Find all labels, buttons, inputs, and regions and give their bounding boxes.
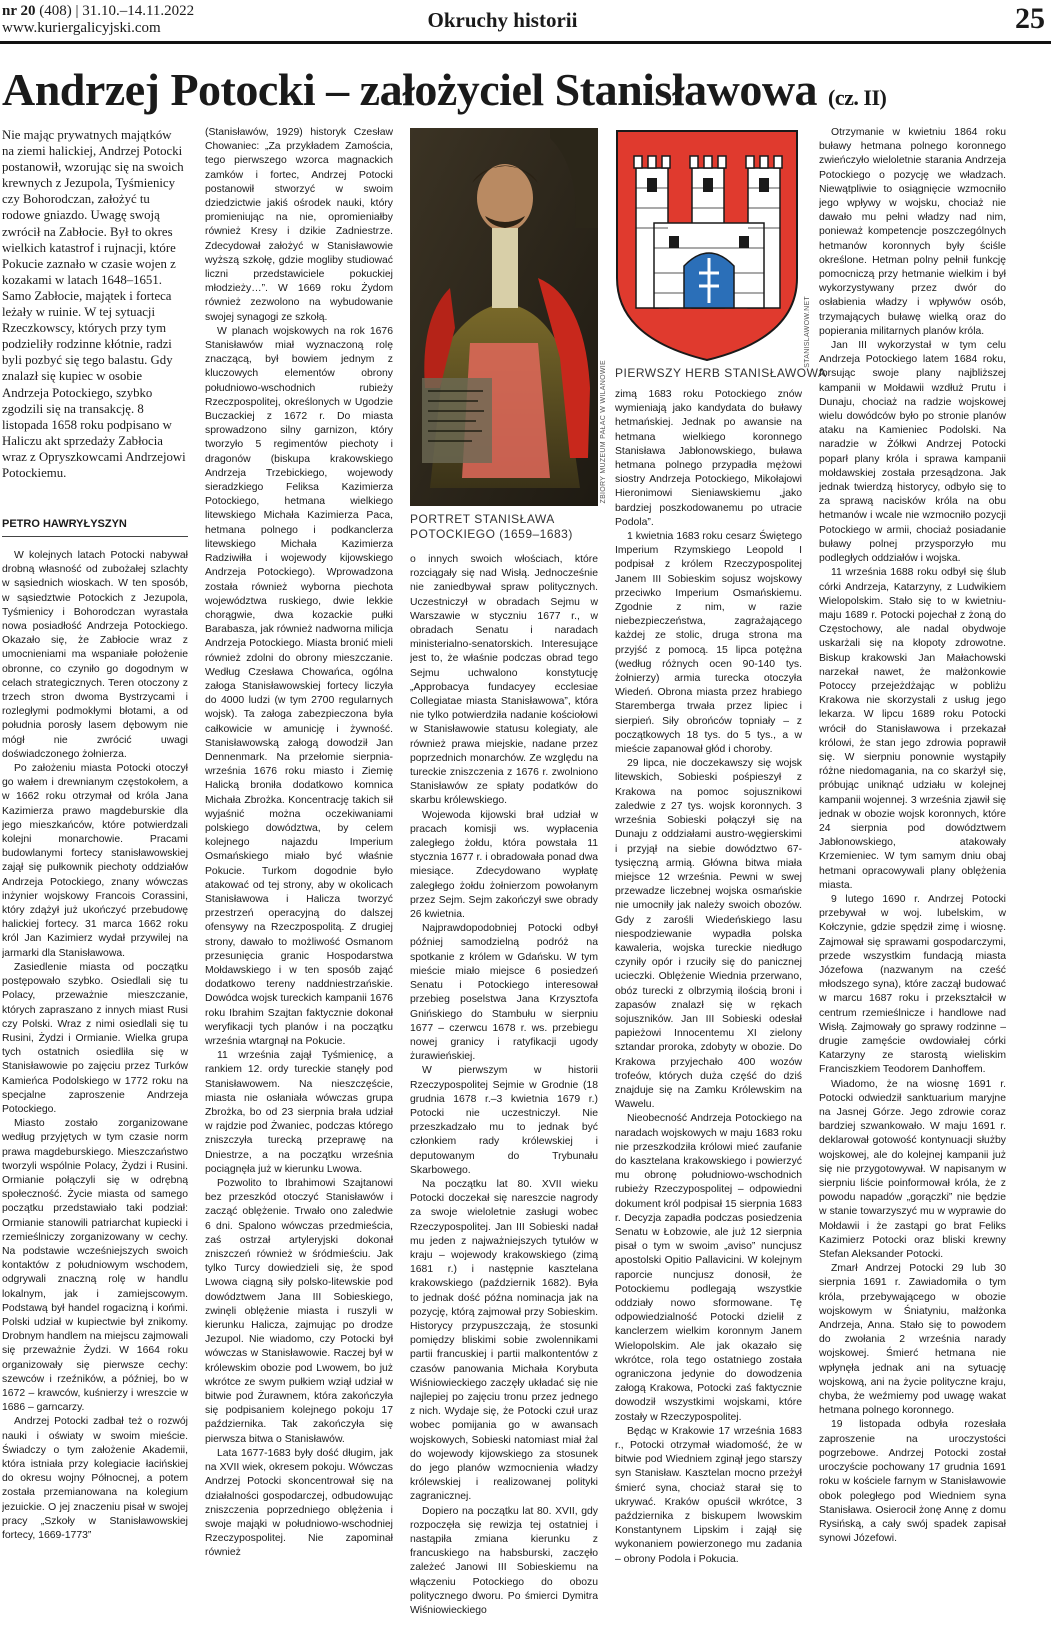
paragraph: Dopiero na początku lat 80. XVII, gdy rozpoczęła się rewizja tej ostatniej i nastąpiła zmiana kierunku z francuskiego na habsburski, zaczęło zależeć Janowi III Sobieskiemu na włączeniu Potockiego do obozu politycznego dworu. Po śmierci Dymitra Wiśniowieckiego [410, 1505, 598, 1617]
column-1 [2, 549, 188, 1635]
paragraph: Wojewoda kijowski brał udział w pracach komisji ws. wypłacenia zaległego żołdu, która powstała 11 stycznia 1677 r. i obradowała ponad dwa miesiące. Zdecydowano wypłatę zaległego żołdu żołnierzom powołanym przez Sejm. Sejm zakończył swe obrady 26 kwietnia. [410, 809, 598, 921]
paragraph: Będąc w Krakowie 17 września 1683 r., Potocki otrzymał wiadomość, że w bitwie pod Wiedniem zginął jego starszy syn Stanisław. Kasztelan mocno przeżył śmierć syna, chociaż starał się to ukrywać. Kraków opuścił wkrótce, 3 października z biskupem lwowskim Konstantynem Lipskim i zajął się wykonaniem powierzonego mu zadania – obrony Podola i Pokucia. [615, 1425, 802, 1565]
article-headline [2, 62, 1047, 126]
article-lead: Nie mając prywatnych majątków na ziemi halickiej, Andrzej Potocki postanowił, wzorując się na swoich krewnych z Jezupola, Tyśmienicy czy Bohorodczan, założyć tu rodowe gniazdo. Uwagę swoją zwrócił na Zabłocie. Był to okres wielkich katastrof i rujnacji, które Pokucie zaznało w czasie wojen z kozakami w latach 1648–1651. Samo Zabłocie, majątek i forteca leżały w ruinie. W tej sytuacji Rzeczkowscy, których przy tym podzieliły rodzinne kłótnie, radzi byli pozbyć się tego balastu. Gdy znalazł się kupiec w osobie Andrzeja Potockiego, szybko zgodzili się na transakcję. 8 listopada 1658 roku podpisano w Haliczu akt sprzedaży Zabłocia wraz z Opryszkowcami Andrzejowi Potockiemu. [2, 128, 186, 480]
column-3 [410, 553, 598, 1635]
paragraph: (Stanisławów, 1929) historyk Czesław Chowaniec: „Za przykładem Zamościa, tego pierwszego wzorca magnackich zamków i fortec, Andrzej Potocki postanowił stworzyć w swoim dziedzictwie jakiś ośrodek nauki, który promieniując na nie, opromieniałby również Kresy i dzikie Zadniestrze. Zdecydował założyć w Stanisławowie wyższą szkołę, gdzie mogliby studiować liczni przedstawiciele pokuckiej młodzieży…”. W 1669 roku Żydom również zezwolono na wybudowanie swojej synagogi ze szkołą. [205, 127, 393, 323]
paragraph: 29 lipca, nie doczekawszy się wojsk litewskich, Sobieski pośpieszył z Krakowa na pomoc sojusznikowi zaledwie z 27 tys. wojsk koronnych. 3 września Sobieski połączył się na Dunaju z oddziałami austro-węgierskimi i przyjął na siebie dowództwo 67-tysięczną armią. Główna bitwa miała miejsce 12 września. Pewni w swej przewadze liczebnej wojska osmańskie nie umocniły jak należy swoich obozów. Gdy z zarośli Wiedeńskiego lasu niespodziewanie wypadła polska kawaleria, wojska tureckie niedługo czyniły opór i rzuciły się do panicznej ucieczki. Oblężenie Wiednia przerwano, obóz turecki z olbrzymią ilością broni i zapasów znalazł się w rękach sojuszników. Jan III Sobieski odesłał papieżowi Innocentemu XI zielony sztandar proroka, zdobyty w obozie. Do Krakowa przyjechało 400 wozów trofeów, których duża część do dziś znajduje się na Zamku Królewskim na Wawelu. [615, 758, 802, 1111]
paragraph: 9 lutego 1690 r. Andrzej Potocki przebywał w woj. lubelskim, w Kołczynie, gdzie spędził zimę i wiosnę. Zajmował się sprawami gospodarczymi, przede wszystkim fundacją miasta Józefowa (nazwanym na cześć młodszego syna), które zaczął budować w marcu 1687 roku i przekształcił w centrum rzemieślnicze i handlowe nad Wisłą. Zajmowały go sprawy rodzinne – drugie zamęście owdowiałej córki Katarzyny ze starostą wieliskim Franciszkiem Teodorem Danhoffem. [819, 893, 1006, 1076]
header-divider [0, 41, 1051, 44]
portrait-caption-line-2: POTOCKIEGO (1659–1683) [410, 527, 573, 541]
column-2 [205, 126, 393, 1635]
paragraph: Nieobecność Andrzeja Potockiego na naradach wojskowych w maju 1683 roku nie przeszkodziła królowi mieć zaufanie do kasztelana krakowskiego i powierzyć mu obronę południowo-wschodnich rubieży Rzeczypospolitej – odpowiedni dokument król podpisał 15 sierpnia 1683 r. Decyzja zapadła podczas posiedzenia Senatu w Łobzowie, ale już 12 sierpnia pisał o tym w swoim „aviso” nuncjusz apostolski Opitio Pallavicini. W kolejnym raporcie nuncjusz donosił, że Potockiemu podlegają wszystkie oddziały nowo sformowane. Tę odpowiedzialność Potocki dzielił z kanclerzem wielkim koronnym Janem Wielopolskim. Ale jak okazało się wkrótce, rola tego ostatniego została ograniczona jedynie do dowodzenia załogą Krakowa, Potocki zaś faktycznie dowodził wszystkimi wojskami, które zostały w Rzeczypospolitej. [615, 1113, 802, 1423]
coat-of-arms-credit: STANISLAWOW.NET [804, 296, 811, 368]
portrait-image [410, 128, 598, 506]
coat-of-arms-caption: PIERWSZY HERB STANISŁAWOWA [615, 366, 827, 380]
headline-part: (cz. II) [828, 85, 887, 110]
author-byline: PETRO HAWRYŁYSZYN [2, 518, 127, 530]
paragraph: Zasiedlenie miasta od początku postępowało szybko. Osiedlali się tu Polacy, przeważnie mieszczanie, których zapraszano z innych miast Rusi czy Polski. Wraz z nimi osiedlali się tu Rusini, Żydzi i Ormianie. Wielka grupa tych ostatnich osiedliła się w Stanisławowie po zajęciu przez Turków Kamieńca Podolskiego w 1772 roku na specjalne zaproszenie Andrzeja Potockiego. [2, 961, 188, 1115]
paragraph: Jan III wykorzystał w tym celu Andrzeja Potockiego latem 1684 roku, forsując swoje plany najbliższej kampanii w Mołdawii wzdłuż Prutu i Dunaju, chociaż na radzie wojskowej wielu dowódców było po stronie planów ataku na Kamieniec Podolski. Na naradzie w Żółkwi Andrzej Potocki poparł plany króla i sprawa kampanii mołdawskiej została przesądzona. Jak jednak twierdzą historycy, odbyło się to za sprawą nacisków króla na obu hetmanów i wcale nie wzmocniło pozycji Potockiego w armii, chociaż posiadanie buławy polnej przysporzyło mu podległych oddziałów i wojska. [819, 340, 1006, 565]
page-number: 25 [1015, 2, 1045, 35]
paragraph: 11 września 1688 roku odbył się ślub córki Andrzeja, Katarzyny, z Ludwikiem Wielopolskim. Stało się to w kwietniu-maju 1689 r. Potocki pojechał z żoną do Częstochowy, ale nadal obydwoje uskarżali się na kłopoty zdrowotne. Biskup krakowski Jan Małachowski narzekał nawet, że małżonkowie Potoccy przejeżdżając w pobliżu Krakowa nie skorzystali z usług jego lekarza. W lipcu 1689 roku Potocki wrócił do Stanisławowa i przekazał królowi, że stan jego zdrowia poprawił się. W sierpniu ponownie wystąpiły różne niedomagania, na co skarżył się, próbując uniknąć udziału w kolejnej kampanii wojennej. 3 września zjawił się jednak w obozie wojsk koronnych, które 24 sierpnia pod dowództwem Jabłonowskiego, atakowały Krzemieniec. W tym samym dniu obaj hetmani opracowywali plany oblężenia miasta. [819, 567, 1006, 891]
paragraph: Zmarł Andrzej Potocki 29 lub 30 sierpnia 1691 r. Zawiadomiła o tym króla, przebywającego w obozie wojskowym w Śniatyniu, małżonka Andrzeja, Anna. Stało się to powodem do zwołania 2 września narady wojskowej. Śmierć hetmana nie wpłynęła jednak ani na sytuację wojskową, ani na życie polityczne kraju, chyba, że weźmiemy pod uwagę wakat hetmana polnego koronnego. [819, 1263, 1006, 1417]
paragraph: zimą 1683 roku Potockiego znów wymieniają jako kandydata do buławy hetmańskiej. Jednak po awansie na hetmana wielkiego koronnego Stanisława Jabłonowskiego, buława hetmana polnego przypadła mężowi siostry Andrzeja Potockiego, Mikołajowi Hieronimowi Sieniawskiemu „jako bardziej poszkodowanemu po utracie Podola”. [615, 389, 802, 528]
paragraph: 1 kwietnia 1683 roku cesarz Świętego Imperium Rzymskiego Leopold I podpisał z królem Rzeczypospolitej Janem III Sobieskim sojusz wojskowy przeciwko Imperium Osmańskiemu. Zgodnie z nim, w razie niebezpieczeństwa, zagrażającego każdej ze stolic, druga strona ma przyjść z pomocą. 15 lipca potężna (według różnych ocen 90-140 tys. żołnierzy) armia turecka otoczyła Wiedeń. Obrona miasta przez hrabiego Staremberga trwała przez lipiec i sierpień. Siły obrońców topniały – z początkowych 18 tys. do 5 tys., a w mieście zapanował głód i choroby. [615, 531, 802, 756]
paragraph: Po założeniu miasta Potocki otoczył go wałem i drewnianym częstokołem, a w 1662 roku otrzymał od króla Jana Kazimierza prawo magdeburskie dla jego mieszkańców, które potwierdzali kolejni monarchowie. Pracami budowlanymi fortecy stanisławowskiej zajął się pułkownik piechoty oddziałów Andrzeja Potockiego, znany wówczas inżynier wojskowy Francois Corassini, który zdążył już ukończyć przebudowę halickiej fortecy. 31 marca 1662 roku król Jan Kazimierz wydał przywilej na jarmarki dla Stanisławowa. [2, 763, 188, 959]
paragraph: Andrzej Potocki zadbał też o rozwój nauki i oświaty w swoim mieście. Świadczy o tym założenie Akademii, która istniała przy kolegiacie łacińskiej do okresu wojny Północnej, a potem została przemianowana na kolegium jezuickie. O jej znaczeniu pisał w swojej pracy „Szkoły w Stanisławowskiej fortecy, 1669-1773” [2, 1416, 188, 1542]
paragraph: W kolejnych latach Potocki nabywał drobną własność od zubożałej szlachty w sąsiednich wioskach. W ten sposób, w sąsiedztwie Potockich z Jezupola, Tyśmienicy i Bohorodczan wyrastała nowa posiadłość Andrzeja Potockiego. Okazało się, że Zabłocie wraz z umocnieniami ma wspaniałe położenie obronne, co czyniło go dogodnym w celach strategicznych. Teren otoczony z trzech stron dwoma Bystrzycami i rozległymi podmokłymi błotami, a od południa porosły lasem dębowym nie mógł nie zwrócić uwagi doświadczonego żołnierza. [2, 550, 188, 760]
portrait-caption-line-1: PORTRET STANISŁAWA [410, 512, 555, 526]
paragraph: Miasto zostało zorganizowane według przyjętych w tym czasie norm prawa magdeburskiego. Mieszczaństwo tworzyli wspólnie Polacy, Żydzi i Rusini. Ormianie połączyli się w odrębną społeczność. Życie miasta od samego początku przedstawiało taki podział: Ormianie stanowili patriarchat kupiecki i rzemieślniczy zorganizowany w cechy. Na podstawie wcześniejszych swoich kontaktów z południowym wschodem, odgrywali znaczną rolę w handlu lokalnym, jak i zamiejscowym. Podstawą był handel rogacizną i końmi. Polski udział w kupiectwie był znikomy. Drobnym handlem na miejscu zajmowali się przeważnie Żydzi. W 1664 roku organizowały się pierwsze cechy: szewców i rzeźników, a później, bo w 1672 – krawców, kuśnierzy i wreszcie w 1686 – garncarzy. [2, 1118, 188, 1414]
column-4 [615, 388, 802, 1635]
paragraph: Na początku lat 80. XVII wieku Potocki doczekał się nareszcie nagrody za swoje wieloletnie zasługi wobec Rzeczypospolitej. Jan III Sobieski nadał mu jeden z najważniejszych tytułów w kraju – wojewody krakowskiego (zimą 1681 r.) i następnie kasztelana krakowskiego (październik 1682). Była to jednak dość późna nominacja jak na pozycję, którą zajmował przy Sobieskim. Historycy przypuszczają, że stosunki pomiędzy bliskimi sobie zwolennikami partii francuskiej i partii malkontentów z czasów panowania Michała Korybuta Wiśniowieckiego zaczęły układać się nie najlepiej po zajęciu tronu przez jednego z nich. Wydaje się, że Potocki czuł uraz wobec pomijania go w awansach wojskowych, Sobieski natomiast miał żal do wojewody kijowskiego za stosunek do jego planów wzmocnienia władzy królewskiej i realizowanej polityki zagranicznej. [410, 1178, 598, 1503]
portrait-caption [410, 512, 573, 542]
paragraph: o innych swoich włościach, które rozciągały się nad Wisłą. Jednocześnie nie zaniedbywał spraw politycznych. Uczestniczył w obradach Sejmu w Warszawie w styczniu 1677 r., w obradach Senatu i naradach ministerialno-senatorskich. Interesujące jest to, że właśnie podczas obrad tego Sejmu uchwalono konstytucję „Approbacya fundacyey ecclesiae Collegiatae miasta Stanisławowa”, która nie tylko potwierdziła nadanie kościołowi w Stanisławowie statusu kolegiaty, ale również prawa miejskie, nadane przez poprzednich monarchów. Ze względu na tureckie zniszczenia z 1676 r. zwolniono Stanisławów ze spłaty podatków do skarbu królewskiego. [410, 554, 598, 807]
paragraph: 19 listopada odbyła rozesłała zaproszenie na uroczystości pogrzebowe. Andrzej Potocki został uroczyście pochowany 17 grudnia 1691 roku w kościele farnym w Stanisławowie obok poległego pod Wiedniem syna Stanisława. Osierocił żonę Annę z domu Rysińską, a cały swój spadek zapisał synowi Józefowi. [819, 1419, 1006, 1545]
paragraph: W planach wojskowych na rok 1676 Stanisławów miał wyznaczoną rolę znaczącą, był bowiem jednym z kluczowych elementów obrony południowo-wschodnich rubieży Rzeczpospolitej, określonych w Ugodzie Buczackiej z 1672 r. Do miasta sprowadzono silny garnizon, który tworzyło 5 regimentów piechoty i dragonów (biskupa krakowskiego Andrzeja Trzebickiego, wojewody sieradzkiego Feliksa Kazimierza Potockiego, hetmana wielkiego litewskiego Michała Kazimierza Paca, hetmana polnego i podkanclerza litewskiego Michała Kazimierza Radziwiłła i wojewody kijowskiego Andrzeja Potockiego). Wprowadzona została również wyborna piechota województwa ruskiego, dwie lekkie chorągwie, dwa kozackie pułki Barabasza, jak również nadworna milicja Andrzeja Potockiego. Miasta bronić mieli również zdolni do obrony mieszczanie. Według Czesława Chowańca, ogólna załoga Stanisławowskiej fortecy liczyła do 4000 ludzi (w tym 2700 regularnych wojsk). Ta załoga zabezpieczona była całkowicie w amunicję i żywność. Stanisławowską załogą dowodził Jan Dennenmark. Na przełomie sierpnia-września 1676 roku miasto i Ziemię Halicką broniła dodatkowo komnica Michała Zbrożka. Koncentrację takich sił wyjaśnić można oczekiwaniami polskiego dowództwa, by celem kolejnego najazdu Imperium Osmańskiego miało być właśnie Pokucie. Turkom dogodnie było atakować od tej strony, aby w okolicach Stanisławowa i Halicza tworzyć przestrzeń operacyjną do dalszej ofensywy na Rzeczpospolitą. Z drugiej strony, dawało to możliwość Osmanom przesunięcia granic Hospodarstwa Mołdawskiego i w ten sposób zająć dodatkowo tereny naddniestrzańskie. Dowódca wojsk tureckich kampanii 1676 roku Ibrahim Szajtan faktycznie dokonał weryfikacji tych planów i na początku września wtargnął na Pokucie. [205, 325, 393, 1047]
issue-dates: (408) | 31.10.–14.11.2022 [35, 3, 195, 19]
column-5 [819, 126, 1006, 1635]
byline-divider [2, 536, 188, 537]
section-title: Okruchy historii [427, 8, 578, 32]
coat-of-arms-image [614, 128, 800, 363]
paragraph: Najprawdopodobniej Potocki odbył później samodzielną podróż na spotkanie z królem w Gdańsku. W tym mieście miało miejsce 6 posiedzeń Senatu i Potockiego interesował przebieg poselstwa Jana Krzysztofa Gnińskiego do Stambułu w sierpniu 1677 – czerwcu 1678 r. ws. przebiegu nowej granicy i ratyfikacji ugody żurawieńskiej. [410, 923, 598, 1063]
paragraph: Wiadomo, że na wiosnę 1691 r. Potocki odwiedził sanktuarium maryjne na Jasnej Górze. Jego zdrowie coraz bardziej szwankowało. W maju 1691 r. deklarował gotowość kontynuacji służby wojskowej, ale do kolejnej kampanii już się nie przygotowywał. W napisanym w sierpniu liście poinformował króla, że z powodu napadów „gorączki” nie będzie w stanie towarzyszyć mu w wyprawie do Mołdawii i że zastąpi go brat Feliks Kazimierz Potocki oraz bliski krewny Stefan Aleksander Potocki. [819, 1078, 1006, 1261]
website-link[interactable]: www.kuriergalicyjski.com [2, 20, 161, 36]
paragraph: Otrzymanie w kwietniu 1864 roku buławy hetmana polnego koronnego zwieńczyło wieloletnie starania Andrzeja Potockiego o pozycję we władzach. Niewątpliwie to osiągnięcie wzmocniło jego wpływy w wojsku, chociaż nie dawało mu pełni władzy nad nim, ponieważ kompetencje poszczególnych hetmanów koronnych były ściśle określone. Hetman polny pełnił funkcję pomocniczą przy hetmanie wielkim i był wykorzystywany przez dwór do osłabienia władzy i wpływów osób, trzymających buławę wielką oraz do popierania militarnych planów króla. [819, 127, 1006, 337]
page-header [0, 0, 1051, 44]
paragraph: Pozwolito to Ibrahimowi Szajtanowi bez przeszkód otoczyć Stanisławów i zacząć oblężenie. Trwało ono zaledwie 6 dni. Spalono wówczas przedmieścia, zaś ostrzał artyleryjski dokonał zniszczeń również w śródmieściu. Jak tylko Turcy dowiedzieli się, że spod Lwowa ciągną siły polsko-litewskie pod dowództwem Jana III Sobieskiego, zwinęli oblężenie miasta i ruszyli w kierunku Halicza, zajmując po drodze Jezupol. Nie wiadomo, czy Potocki był wówczas w Stanisławowie. Raczej był w królewskim obozie pod Lwowem, bo już wkrótce ze swym pułkiem wziął udział w bitwie pod Żurawnem, która zakończyła się podpisaniem kolejnego pokoju 17 października. Tak zakończyła się pierwsza bitwa o Stanisławów. [205, 1178, 393, 1445]
paragraph: 11 września zajął Tyśmienicę, a rankiem 12. ordy tureckie stanęły pod Stanisławowem. Na nieszczęście, miasta nie osłaniała wówczas grupa Zbrożka, bo od 23 sierpnia brała udział w rajdzie pod Żwaniec, podczas którego zniszczyła turecką przeprawę na Dniestrze, a na początku września pociągnęła już w kierunku Lwowa. [205, 1050, 393, 1175]
issue-number: nr 20 [2, 3, 36, 19]
paragraph: W pierwszym w historii Rzeczypospolitej Sejmie w Grodnie (18 grudnia 1678 r.–3 kwietnia 1679 r.) Potocki nie uczestniczył. Nie przeszkadzało mu to jednak być członkiem rady królewskiej i deputowanym do Trybunału Skarbowego. [410, 1065, 598, 1176]
headline-title: Andrzej Potocki – założyciel Stanisławowa [2, 64, 818, 115]
paragraph: Lata 1677-1683 były dość długim, jak na XVII wiek, okresem pokoju. Wówczas Andrzej Potocki skoncentrował się na działalności gospodarczej, odbudowując zniszczenia poprzedniego oblężenia i swoje mająki w południowo-wschodniej Rzeczypospolitej. Nie zapominał również [205, 1447, 393, 1559]
portrait-credit: ZBIORY MUZEUM PAŁAC W WILANOWIE [600, 360, 607, 504]
